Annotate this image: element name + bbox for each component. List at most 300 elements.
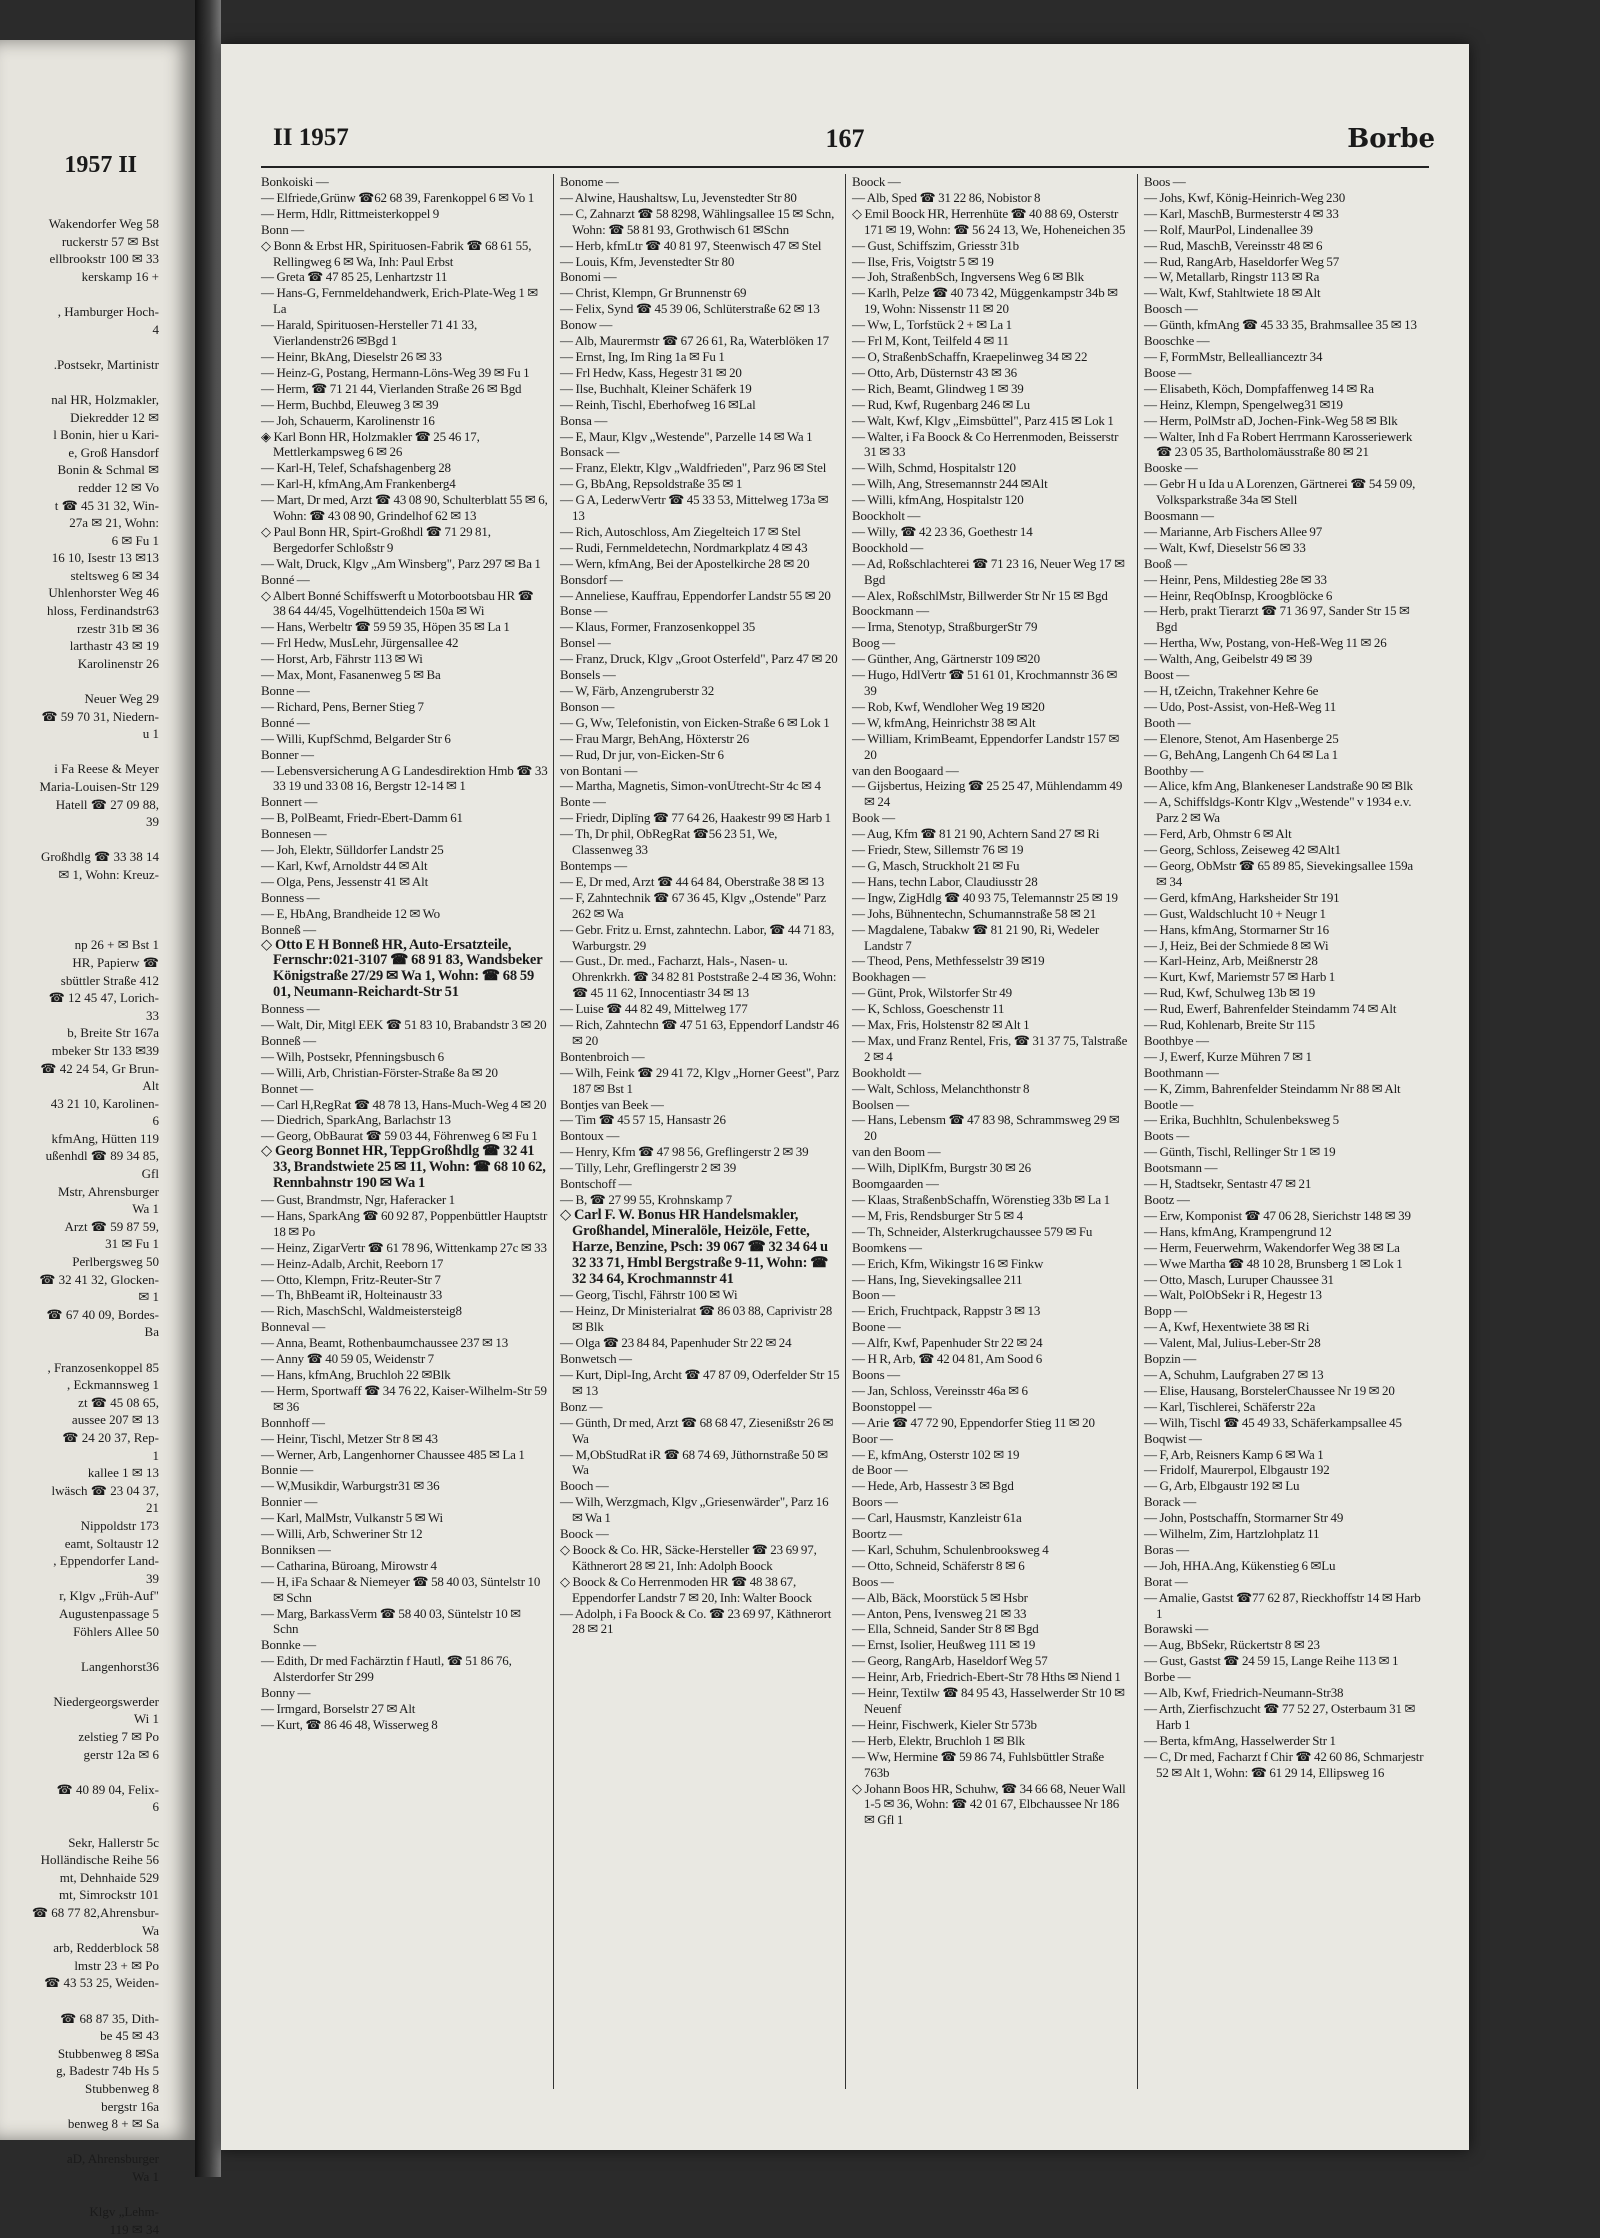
directory-entry: — W, Metallarb, Ringstr 113 ✉ Ra xyxy=(1144,269,1320,285)
previous-page-line: Alt xyxy=(142,1078,159,1094)
directory-entry: — Alwine, Haushaltsw, Lu, Jevenstedter Str 80 xyxy=(560,189,797,205)
surname-heading: Borack — xyxy=(1144,1494,1197,1510)
directory-entry: — Gust, Schiffszim, Griesstr 31b xyxy=(852,237,1020,253)
previous-page-line: 43 21 10, Karolinen- xyxy=(50,1095,159,1111)
surname-heading: Boos — xyxy=(852,1573,894,1589)
directory-entry: — Gust, Brandmstr, Ngr, Haferacker 1 xyxy=(261,1192,455,1207)
previous-page-line: aussee 207 ✉ 13 xyxy=(71,1412,159,1428)
previous-page-line: gerstr 12a ✉ 6 xyxy=(83,1746,159,1762)
directory-entry: — Olga ☎ 23 84 84, Papenhuder Str 22 ✉ 24 xyxy=(560,1335,792,1351)
surname-heading: Borat — xyxy=(1144,1573,1188,1589)
directory-entry: — Alb, Kwf, Friedrich-Neumann-Str38 xyxy=(1144,1685,1344,1701)
surname-heading: Boqwist — xyxy=(1144,1430,1202,1446)
surname-heading: Booschke — xyxy=(1144,333,1210,349)
surname-heading: Bonomi — xyxy=(560,269,617,285)
running-head: Borbe xyxy=(1347,124,1435,154)
directory-entry: — Werner, Arb, Langenhorner Chaussee 485 ✉ La 1 xyxy=(261,1446,525,1462)
directory-entry: — Hede, Arb, Hassestr 3 ✉ Bgd xyxy=(852,1478,1014,1494)
previous-page-line: Wi 1 xyxy=(133,1711,159,1727)
previous-page-line: 1 xyxy=(152,1447,159,1463)
directory-entry: — Max, und Franz Rentel, Fris, ☎ 31 37 75, Talstraße 2 ✉ 4 xyxy=(852,1032,1128,1064)
surname-heading: Bonnie — xyxy=(261,1462,314,1478)
directory-entry: — Walter, i Fa Boock & Co Herrenmoden, Beisserstr 31 ✉ 33 xyxy=(852,428,1119,460)
directory-entry: — Wilh, Postsekr, Pfenningsbusch 6 xyxy=(261,1048,445,1064)
directory-entry: — Walt, Kwf, Stahltwiete 18 ✉ Alt xyxy=(1144,285,1321,301)
directory-entry: — Karl-H, Telef, Schafshagenberg 28 xyxy=(261,460,451,476)
directory-entry: — Ella, Schneid, Sander Str 8 ✉ Bgd xyxy=(852,1621,1039,1637)
previous-page-line: , Franzosenkoppel 85 xyxy=(47,1359,159,1375)
surname-heading: Bonnier — xyxy=(261,1494,318,1510)
previous-page-line: ☎ 42 24 54, Gr Brun- xyxy=(40,1060,159,1076)
directory-entry: — A, Schiffsldgs-Kontr Klgv „Westende" v 1934 e.v. Parz 2 ✉ Wa xyxy=(1144,794,1412,826)
surname-heading: Boothbye — xyxy=(1144,1032,1209,1048)
surname-heading: Bonné — xyxy=(261,571,310,587)
directory-entry: — Willi, Arb, Christian-Förster-Straße 8a ✉ 20 xyxy=(261,1064,498,1080)
directory-entry: — Friedr, Stew, Sillemstr 76 ✉ 19 xyxy=(852,842,1024,858)
previous-page-line: kerskamp 16 + xyxy=(81,268,159,284)
directory-entry: — Gijsbertus, Heizing ☎ 25 25 47, Mühlendamm 49 ✉ 24 xyxy=(852,778,1123,810)
previous-page-line: Nippoldstr 173 xyxy=(80,1517,159,1533)
previous-page-line: ☎ 40 89 04, Felix- xyxy=(56,1781,159,1797)
directory-entry: — Rich, MaschSchl, Waldmeistersteig8 xyxy=(261,1303,462,1319)
previous-page-line: Neuer Weg 29 xyxy=(84,691,159,707)
directory-entry: — Hans, kfmAng, Bruchloh 22 ✉Blk xyxy=(261,1366,451,1382)
directory-entry: — Jan, Schloss, Vereinsstr 46a ✉ 6 xyxy=(852,1382,1028,1398)
previous-page-line: Stubbenweg 8 ✉Sa xyxy=(57,2045,159,2061)
directory-entry: — Willi, KupfSchmd, Belgarder Str 6 xyxy=(261,730,451,746)
directory-entry: — H R, Arb, ☎ 42 04 81, Am Sood 6 xyxy=(852,1351,1043,1367)
surname-heading: Boras — xyxy=(1144,1541,1190,1557)
directory-entry: — Georg, Tischl, Fährstr 100 ✉ Wi xyxy=(560,1287,738,1303)
previous-page-line: steltsweg 6 ✉ 34 xyxy=(70,567,159,583)
directory-entry: — Rud, RangArb, Haseldorfer Weg 57 xyxy=(1144,253,1340,269)
directory-entry: — Alice, kfm Ang, Blankeneser Landstraße 90 ✉ Blk xyxy=(1144,778,1413,794)
previous-page-line xyxy=(0,901,159,919)
directory-entry: — William, KrimBeamt, Eppendorfer Landstr 157 ✉ 20 xyxy=(852,730,1120,762)
surname-heading: Boockholt — xyxy=(852,508,921,524)
directory-entry: — Heinr, Textilw ☎ 84 95 43, Hasselwerder Str 10 ✉ Neuenf xyxy=(852,1685,1125,1716)
surname-heading: Bontschoff — xyxy=(560,1176,632,1192)
directory-entry: — Frl Hedw, MusLehr, Jürgensallee 42 xyxy=(261,635,459,651)
directory-entry: — Marg, BarkassVerm ☎ 58 40 03, Süntelstr 10 ✉ Schn xyxy=(261,1605,521,1637)
previous-page-line: 119 ✉ 34 xyxy=(109,2221,159,2237)
previous-page-text xyxy=(0,215,159,2238)
directory-entry: — Diedrich, SparkAng, Barlachstr 13 xyxy=(261,1112,451,1128)
surname-heading: Bonz — xyxy=(560,1398,603,1414)
directory-entry: — Hans, Ing, Sievekingsallee 211 xyxy=(852,1271,1023,1287)
previous-page-line: , Hamburger Hoch- xyxy=(57,303,159,319)
header-rule xyxy=(261,166,1429,168)
previous-page-line xyxy=(0,831,159,849)
directory-entry: — Herb, kfmLtr ☎ 40 81 97, Steenwisch 47 ✉ Stel xyxy=(560,237,822,253)
surname-heading: Bontenbroich — xyxy=(560,1048,645,1064)
directory-entry: — G, Ww, Telefonistin, von Eicken-Straße 6 ✉ Lok 1 xyxy=(560,714,830,730)
directory-entry: ◇ Georg Bonnet HR, TeppGroßhdlg ☎ 32 41 33, Brandstwiete 25 ✉ 11, Wohn: ☎ 68 10 62, Rennbahnstr 190 ✉ Wa 1 xyxy=(261,1143,546,1192)
directory-entry: — Heinz, ZigarVertr ☎ 61 78 96, Wittenkamp 27c ✉ 33 xyxy=(261,1239,547,1255)
directory-entry: — K, Zimm, Bahrenfelder Steindamm Nr 88 ✉ Alt xyxy=(1144,1080,1401,1096)
directory-entry: — Rud, MaschB, Vereinsstr 48 ✉ 6 xyxy=(1144,237,1323,253)
surname-heading: Bonniksen — xyxy=(261,1541,331,1557)
directory-entry: — Anton, Pens, Ivensweg 21 ✉ 33 xyxy=(852,1605,1027,1621)
directory-entry: — C, Zahnarzt ☎ 58 8298, Wählingsallee 15 ✉ Schn, Wohn: ☎ 58 81 93, Grothwisch 61 ✉Schn xyxy=(560,205,835,237)
directory-entry: — Johs, Bühnentechn, Schumannstraße 58 ✉ 21 xyxy=(852,905,1097,921)
directory-entry: — Hans, SparkAng ☎ 60 92 87, Poppenbüttler Hauptstr 18 ✉ Po xyxy=(261,1207,548,1239)
directory-entry: — Otto, Masch, Luruper Chaussee 31 xyxy=(1144,1271,1334,1287)
previous-page-line: larthastr 43 ✉ 19 xyxy=(69,638,159,654)
directory-entry: — Karl, MalMstr, Vulkanstr 5 ✉ Wi xyxy=(261,1510,443,1526)
directory-entry: — G, Masch, Struckholt 21 ✉ Fu xyxy=(852,857,1020,873)
surname-heading: Bootle — xyxy=(1144,1096,1194,1112)
directory-entry: — Friedr, Diplīng ☎ 77 64 26, Haakestr 99 ✉ Harb 1 xyxy=(560,810,831,826)
previous-page-line: 31 ✉ Fu 1 xyxy=(105,1236,159,1252)
previous-page-line: mt, Simrockstr 101 xyxy=(58,1887,159,1903)
previous-page-line: Ba xyxy=(144,1324,159,1340)
previous-page-line: i Fa Reese & Meyer xyxy=(54,761,159,777)
previous-page-line: ☎ 24 20 37, Rep- xyxy=(62,1429,159,1445)
directory-page xyxy=(221,44,1469,2150)
previous-page-line: ☎ 32 41 32, Glocken- xyxy=(39,1271,159,1287)
previous-page-line: Großhdlg ☎ 33 38 14 xyxy=(40,849,159,865)
directory-entry: — Willy, ☎ 42 23 36, Goethestr 14 xyxy=(852,523,1033,539)
directory-entry: — Anny ☎ 40 59 05, Weidenstr 7 xyxy=(261,1351,435,1367)
directory-entry: — Karl-H, kfmAng,Am Frankenberg4 xyxy=(261,476,456,492)
directory-entry: — Herm, Hdlr, Rittmeisterkoppel 9 xyxy=(261,205,440,221)
directory-entry: — Marianne, Arb Fischers Allee 97 xyxy=(1144,523,1323,539)
directory-entry: — Greta ☎ 47 85 25, Lenhartzstr 11 xyxy=(261,269,448,285)
previous-page-line: Holländische Reihe 56 xyxy=(40,1852,159,1868)
directory-entry: — Ernst, Isolier, Heußweg 111 ✉ 19 xyxy=(852,1637,1036,1653)
directory-entry: — E, HbAng, Brandheide 12 ✉ Wo xyxy=(261,905,441,921)
directory-entry: — G, BbAng, Repsoldstraße 35 ✉ 1 xyxy=(560,476,743,492)
directory-entry: — Rudi, Fernmeldetechn, Nordmarkplatz 4 ✉ 43 xyxy=(560,539,808,555)
directory-entry: — Otto, Schneid, Schäferstr 8 ✉ 6 xyxy=(852,1557,1025,1573)
surname-heading: de Boor — xyxy=(852,1462,908,1478)
previous-page-line: redder 12 ✉ Vo xyxy=(78,479,159,495)
previous-page-line: 21 xyxy=(146,1500,159,1516)
surname-heading: Boog — xyxy=(852,635,896,651)
previous-page-line xyxy=(0,1341,159,1359)
directory-entry: — W, Färb, Anzengruberstr 32 xyxy=(560,683,715,698)
directory-entry: — Martha, Magnetis, Simon-vonUtrecht-Str 4c ✉ 4 xyxy=(560,778,821,794)
previous-page-line: mt, Dehnhaide 529 xyxy=(59,1869,159,1885)
directory-entry: — Wwe Martha ☎ 48 10 28, Brunsberg 1 ✉ Lok 1 xyxy=(1144,1255,1403,1271)
surname-heading: Bopzin — xyxy=(1144,1351,1197,1367)
directory-entry: — Joh, Elektr, Sülldorfer Landstr 25 xyxy=(261,842,444,858)
previous-page-line: 4 xyxy=(152,321,159,337)
directory-entry: — Udo, Post-Assist, von-Heß-Weg 11 xyxy=(1144,698,1337,714)
directory-entry: — Karl, MaschB, Burmesterstr 4 ✉ 33 xyxy=(1144,205,1339,221)
previous-page-line xyxy=(0,1675,159,1693)
directory-entry: — Heinr, Pens, Mildestieg 28e ✉ 33 xyxy=(1144,571,1327,587)
surname-heading: Boockmann — xyxy=(852,603,929,619)
directory-entry: — Henry, Kfm ☎ 47 98 56, Greflingerstr 2 ✉ 39 xyxy=(560,1144,809,1160)
previous-page-line: Arzt ☎ 59 87 59, xyxy=(64,1218,159,1234)
directory-entry: — E, Maur, Klgv „Westende", Parzelle 14 ✉ Wa 1 xyxy=(560,428,813,444)
directory-entry: — Alex, RoßschlMstr, Billwerder Str Nr 15 ✉ Bgd xyxy=(852,587,1108,603)
previous-page-line: ☎ 68 87 35, Dith- xyxy=(60,2010,159,2026)
directory-entry: — Gust., Dr. med., Facharzt, Hals-, Nasen- u. Ohrenkrkh. ☎ 34 82 81 Poststraße 2-4 ✉ 36, Wohn: ☎ 45 11 62, Innocentiastr 34 ✉ 13 xyxy=(560,953,837,1001)
surname-heading: van den Boom — xyxy=(852,1144,941,1160)
directory-entry: — Carl H,RegRat ☎ 48 78 13, Hans-Much-Weg 4 ✉ 20 xyxy=(261,1096,547,1112)
previous-page-header: 1957 II xyxy=(64,152,137,178)
directory-entry: — Herm, PolMstr aD, Jochen-Fink-Weg 58 ✉ Blk xyxy=(1144,412,1398,428)
directory-entry: — A, Schuhm, Laufgraben 27 ✉ 13 xyxy=(1144,1366,1324,1382)
previous-page-line xyxy=(0,1763,159,1781)
directory-entry: — Mart, Dr med, Arzt ☎ 43 08 90, Schulterblatt 55 ✉ 6, Wohn: ☎ 43 08 90, Grindelhof 62 ✉ 13 xyxy=(261,492,548,524)
directory-entry: — Joh, HHA.Ang, Kükenstieg 6 ✉Lu xyxy=(1144,1557,1336,1573)
surname-heading: Booske — xyxy=(1144,460,1198,476)
surname-heading: Boos — xyxy=(1144,174,1186,189)
directory-entry: — Ww, L, Torfstück 2 + ✉ La 1 xyxy=(852,317,1013,333)
previous-page-line: Niedergeorgswerder xyxy=(53,1693,159,1709)
directory-entry: — Alb, Sped ☎ 31 22 86, Nobistor 8 xyxy=(852,189,1041,205)
directory-entry: — Catharina, Büroang, Mirowstr 4 xyxy=(261,1557,437,1573)
directory-entry: — Th, BhBeamt iR, Holteinaustr 33 xyxy=(261,1287,443,1303)
previous-page-line: , Eppendorfer Land- xyxy=(53,1553,159,1569)
directory-entry: — Fridolf, Maurerpol, Elbgaustr 192 xyxy=(1144,1462,1330,1478)
previous-page-line: hloss, Ferdinandstr63 xyxy=(47,603,159,619)
surname-heading: Boomgaarden — xyxy=(852,1176,939,1192)
surname-heading: Bookholdt — xyxy=(852,1064,921,1080)
surname-heading: Bonsdorf — xyxy=(560,571,623,587)
previous-page-line: ☎ 68 77 82,Ahrensbur- xyxy=(31,1905,159,1920)
directory-entry: ◇ Paul Bonn HR, Spirt-Großhdl ☎ 71 29 81, Bergedorfer Schloßstr 9 xyxy=(261,523,491,555)
directory-entry: — Arie ☎ 47 72 90, Eppendorfer Stieg 11 ✉ 20 xyxy=(852,1414,1095,1430)
surname-heading: Boon — xyxy=(852,1287,896,1303)
directory-entry: — Wilh, Werzgmach, Klgv „Griesenwärder", Parz 16 ✉ Wa 1 xyxy=(560,1494,829,1526)
surname-heading: Boor — xyxy=(852,1430,893,1446)
surname-heading: Bonnhoff — xyxy=(261,1414,325,1430)
surname-heading: Bonner — xyxy=(261,746,314,762)
directory-entry: — Gerd, kfmAng, Harksheider Str 191 xyxy=(1144,889,1340,905)
previous-page-line: be 45 ✉ 43 xyxy=(100,2028,159,2044)
page-header xyxy=(251,124,1439,164)
directory-entry: — H, tZeichn, Trakehner Kehre 6e xyxy=(1144,683,1319,698)
previous-page-line: u 1 xyxy=(142,726,159,742)
directory-entry: — Heinr, Tischl, Metzer Str 8 ✉ 43 xyxy=(261,1430,438,1446)
directory-entry: — Karlh, Pelze ☎ 40 73 42, Müggenkampstr 34b ✉ 19, Wohn: Nissenstr 11 ✉ 20 xyxy=(852,285,1118,317)
surname-heading: Bonsels — xyxy=(560,667,616,683)
directory-entry: — Rud, Dr jur, von-Eicken-Str 6 xyxy=(560,746,724,762)
previous-page-line: Wa xyxy=(142,1922,159,1938)
previous-page-line xyxy=(0,743,159,761)
surname-heading: van den Boogaard — xyxy=(852,762,959,778)
directory-entry: — Ernst, Ing, Im Ring 1a ✉ Fu 1 xyxy=(560,348,725,364)
directory-entry: — G A, LederwVertr ☎ 45 33 53, Mittelweg 173a ✉ 13 xyxy=(560,492,829,524)
directory-entry: — Hugo, HdlVertr ☎ 51 61 01, Krochmannstr 36 ✉ 39 xyxy=(852,667,1118,698)
directory-entry: — Walth, Ang, Geibelstr 49 ✉ 39 xyxy=(1144,651,1313,667)
previous-page-line: t ☎ 45 31 32, Win- xyxy=(54,497,159,513)
directory-entry: — Irma, Stenotyp, StraßburgerStr 79 xyxy=(852,619,1038,635)
previous-page-line: Wa 1 xyxy=(132,1201,159,1217)
directory-entry: — Walt, Kwf, Klgv „Eimsbüttel", Parz 415 ✉ Lok 1 xyxy=(852,412,1114,428)
previous-page-line: ☎ 59 70 31, Niedern- xyxy=(41,708,159,724)
previous-page-line: .Postsekr, Martinistr xyxy=(53,356,159,372)
directory-entry: — Elfriede,Grünw ☎62 68 39, Farenkoppel 6 ✉ Vo 1 xyxy=(261,189,535,205)
directory-entry: — Max, Mont, Fasanenweg 5 ✉ Ba xyxy=(261,667,441,683)
surname-heading: Boonstoppel — xyxy=(852,1398,932,1414)
directory-entry: — Karl, Tischlerei, Schäferstr 22a xyxy=(1144,1398,1316,1414)
previous-page-line: r, Klgv „Früh-Auf" xyxy=(59,1588,159,1604)
previous-page-line xyxy=(0,1816,159,1834)
surname-heading: Bonneß — xyxy=(261,1032,316,1048)
directory-entry: ◇ Johann Boos HR, Schuhw, ☎ 34 66 68, Neuer Wall 1-5 ✉ 36, Wohn: ☎ 42 01 67, Elbchaussee Nr 186 ✉ Gfl 1 xyxy=(852,1780,1126,1828)
surname-heading: Booß — xyxy=(1144,555,1188,571)
directory-entry: — F, Arb, Reisners Kamp 6 ✉ Wa 1 xyxy=(1144,1446,1324,1462)
directory-entry: — Ferd, Arb, Ohmstr 6 ✉ Alt xyxy=(1144,826,1292,842)
directory-entry: — Kurt, ☎ 86 46 48, Wisserweg 8 xyxy=(261,1716,438,1732)
directory-entry: — Gebr H u Ida u A Lorenzen, Gärtnerei ☎ 54 59 09, Volksparkstraße 34a ✉ Stell xyxy=(1144,476,1416,508)
surname-heading: Boone — xyxy=(852,1319,901,1335)
directory-entry: — Louis, Kfm, Jevenstedter Str 80 xyxy=(560,253,735,269)
directory-entry: — Kurt, Dipl-Ing, Archt ☎ 47 87 09, Oderfelder Str 15 ✉ 13 xyxy=(560,1366,840,1398)
previous-page-line: ellbrookstr 100 ✉ 33 xyxy=(49,251,159,267)
directory-entry: — Adolph, i Fa Boock & Co. ☎ 23 69 97, Käthnerort 28 ✉ 21 xyxy=(560,1605,832,1637)
directory-entry: — Tim ☎ 45 57 15, Hansastr 26 xyxy=(560,1112,726,1128)
previous-page-line: e, Groß Hansdorf xyxy=(68,444,159,460)
surname-heading: Bonny — xyxy=(261,1685,311,1701)
previous-page-line: benweg 8 + ✉ Sa xyxy=(67,2116,159,2132)
surname-heading: Bonow — xyxy=(560,317,613,333)
previous-page-line: 27a ✉ 21, Wohn: xyxy=(69,515,159,531)
surname-heading: Bonsel — xyxy=(560,635,611,651)
directory-entry: — Aug, BbSekr, Rückertstr 8 ✉ 23 xyxy=(1144,1637,1320,1653)
directory-entry: — Karl, Kwf, Arnoldstr 44 ✉ Alt xyxy=(261,857,428,873)
directory-entry: — Rud, Kwf, Schulweg 13b ✉ 19 xyxy=(1144,985,1316,1001)
directory-entry: — Herm, Feuerwehrm, Wakendorfer Weg 38 ✉ La xyxy=(1144,1239,1400,1255)
directory-entry: — Otto, Klempn, Fritz-Reuter-Str 7 xyxy=(261,1271,441,1287)
directory-entry: — W, kfmAng, Heinrichstr 38 ✉ Alt xyxy=(852,714,1036,730)
directory-entry: — Lebensversicherung A G Landesdirektion Hmb ☎ 33 33 19 und 33 08 16, Bergstr 12-14 ✉ 1 xyxy=(261,762,548,794)
directory-entry: — Hans, kfmAng, Stormarner Str 16 xyxy=(1144,921,1329,937)
previous-page-line xyxy=(0,285,159,303)
volume-year: II 1957 xyxy=(273,124,349,151)
surname-heading: Boons — xyxy=(852,1366,900,1382)
directory-entry: — Berta, kfmAng, Hasselwerder Str 1 xyxy=(1144,1732,1336,1748)
surname-heading: Boors — xyxy=(852,1494,898,1510)
directory-entry: — Erich, Fruchtpack, Rappstr 3 ✉ 13 xyxy=(852,1303,1041,1319)
previous-page-line: sbüttler Straße 412 xyxy=(60,972,159,988)
previous-page-line: Sekr, Hallerstr 5c xyxy=(68,1834,159,1850)
directory-entry: — Wern, kfmAng, Bei der Apostelkirche 28 ✉ 20 xyxy=(560,555,810,571)
previous-page-line: 39 xyxy=(146,814,159,830)
directory-entry: — Elise, Hausang, BorstelerChaussee Nr 19 ✉ 20 xyxy=(1144,1382,1395,1398)
surname-heading: Bonsa — xyxy=(560,412,608,428)
previous-page-line: , Eckmannsweg 1 xyxy=(66,1377,159,1393)
directory-entry: ◇ Bonn & Erbst HR, Spirituosen-Fabrik ☎ 68 61 55, Rellingweg 6 ✉ Wa, Inh: Paul Erbst xyxy=(261,237,532,269)
directory-entry: — Günth, Dr med, Arzt ☎ 68 68 47, Ziesenißstr 26 ✉ Wa xyxy=(560,1414,834,1446)
previous-page-line: Bonin & Schmal ✉ xyxy=(57,462,159,478)
surname-heading: von Bontani — xyxy=(560,762,638,778)
directory-entry: — Heinr, ReqObInsp, Kroogblöcke 6 xyxy=(1144,587,1333,603)
surname-heading: Bonnke — xyxy=(261,1637,316,1653)
directory-entry: ◈ Karl Bonn HR, Holzmakler ☎ 25 46 17, Mettlerkampsweg 6 ✉ 26 xyxy=(261,428,480,460)
previous-page-line: ☎ 43 53 25, Weiden- xyxy=(44,1975,159,1991)
previous-page-line: ☎ 67 40 09, Bordes- xyxy=(46,1306,159,1322)
surname-heading: Borawski — xyxy=(1144,1621,1209,1637)
directory-entry: — Rud, Ewerf, Bahrenfelder Steindamm 74 ✉ Alt xyxy=(1144,1001,1397,1017)
surname-heading: Bonness — xyxy=(261,1001,320,1017)
directory-column-1 xyxy=(261,174,553,2089)
directory-entry: — W,Musikdir, Warburgstr31 ✉ 36 xyxy=(261,1478,440,1494)
previous-page-line: Maria-Louisen-Str 129 xyxy=(39,779,159,794)
directory-entry: — Walt, Dir, Mitgl EEK ☎ 51 83 10, Brabandstr 3 ✉ 20 xyxy=(261,1017,547,1033)
directory-entry: — Alfr, Kwf, Papenhuder Str 22 ✉ 24 xyxy=(852,1335,1043,1351)
surname-heading: Bonneß — xyxy=(261,921,316,937)
previous-page-line: kallee 1 ✉ 13 xyxy=(87,1465,159,1481)
previous-page-line: Gfl xyxy=(141,1166,159,1182)
directory-entry: — Anna, Beamt, Rothenbaumchaussee 237 ✉ 13 xyxy=(261,1335,509,1351)
surname-heading: Bookhagen — xyxy=(852,969,926,985)
previous-page-line: Hatell ☎ 27 09 88, xyxy=(55,796,159,812)
previous-page-line: ußenhdl ☎ 89 34 85, xyxy=(45,1148,159,1164)
directory-entry: ◇ Emil Boock HR, Herrenhüte ☎ 40 88 69, Osterstr 171 ✉ 19, Wohn: ☎ 56 24 13, We, Hoheneichen 35 xyxy=(852,205,1126,237)
surname-heading: Bontoux — xyxy=(560,1128,620,1144)
directory-entry: — Rich, Beamt, Glindweg 1 ✉ 39 xyxy=(852,380,1024,396)
directory-entry: — Willi, Arb, Schweriner Str 12 xyxy=(261,1526,423,1542)
directory-entry: — Horst, Arb, Fährstr 113 ✉ Wi xyxy=(261,651,423,667)
directory-columns xyxy=(261,174,1429,2089)
directory-entry: — Wilh, DiplKfm, Burgstr 30 ✉ 26 xyxy=(852,1160,1032,1176)
directory-column-3 xyxy=(845,174,1137,2089)
previous-page-line xyxy=(0,2133,159,2151)
directory-entry: — Georg, ObMstr ☎ 65 89 85, Sievekingsallee 159a ✉ 34 xyxy=(1144,857,1414,889)
directory-entry: — Hans, Lebensm ☎ 47 83 98, Schrammsweg 29 ✉ 20 xyxy=(852,1112,1120,1144)
surname-heading: Bootz — xyxy=(1144,1192,1190,1207)
surname-heading: Bonness — xyxy=(261,889,320,905)
previous-page-line: eamt, Soltaustr 12 xyxy=(64,1535,159,1551)
book-gutter xyxy=(195,0,221,2177)
directory-entry: ◇ Albert Bonné Schiffswerft u Motorbootsbau HR ☎ 38 64 44/45, Vogelhüttendeich 150a ✉ Wi xyxy=(261,587,534,619)
directory-entry: — Günt, Prok, Wilstorfer Str 49 xyxy=(852,985,1012,1001)
previous-page-line: b, Breite Str 167a xyxy=(67,1025,159,1041)
directory-entry: — Alb, Bäck, Moorstück 5 ✉ Hsbr xyxy=(852,1589,1028,1605)
previous-page-line: Mstr, Ahrensburger xyxy=(57,1183,159,1199)
previous-page-strip xyxy=(0,40,195,2237)
directory-entry: — H, iFa Schaar & Niemeyer ☎ 58 40 03, Süntelstr 10 ✉ Schn xyxy=(261,1573,541,1605)
surname-heading: Boothmann — xyxy=(1144,1064,1219,1080)
directory-entry: — Th, Dr phil, ObRegRat ☎56 23 51, We, Classenweg 33 xyxy=(560,826,778,858)
directory-entry: — Felix, Synd ☎ 45 39 06, Schlüterstraße 62 ✉ 13 xyxy=(560,301,820,317)
directory-entry: — Magdalene, Tabakw ☎ 81 21 90, Ri, Wedeler Landstr 7 xyxy=(852,921,1099,953)
directory-entry: — Carl, Hausmstr, Kanzleistr 61a xyxy=(852,1510,1022,1526)
previous-page-line: Wakendorfer Weg 58 xyxy=(48,216,159,231)
previous-page-line: 6 ✉ Fu 1 xyxy=(111,532,159,548)
directory-entry: — Herm, Sportwaff ☎ 34 76 22, Kaiser-Wilhelm-Str 59 ✉ 36 xyxy=(261,1382,547,1414)
directory-entry: — Gust, Gastst ☎ 24 59 15, Lange Reihe 113 ✉ 1 xyxy=(1144,1653,1399,1669)
directory-entry: — Georg, ObBaurat ☎ 59 03 44, Föhrenweg 6 ✉ Fu 1 xyxy=(261,1128,538,1144)
previous-page-line: kfmAng, Hütten 119 xyxy=(51,1130,159,1146)
previous-page-line: np 26 + ✉ Bst 1 xyxy=(74,937,159,953)
previous-page-line: g, Badestr 74b Hs 5 xyxy=(56,2063,159,2079)
surname-heading: Boothby — xyxy=(1144,762,1204,778)
directory-entry: — Heinz-G, Postang, Hermann-Löns-Weg 39 ✉ Fu 1 xyxy=(261,364,530,380)
surname-heading: Bonkoiski — xyxy=(261,174,329,189)
previous-page-line: l Bonin, hier u Kari- xyxy=(53,427,159,443)
directory-entry: — Erw, Komponist ☎ 47 06 28, Sierichstr 148 ✉ 39 xyxy=(1144,1207,1411,1223)
directory-entry: — Kurt, Kwf, Mariemstr 57 ✉ Harb 1 xyxy=(1144,969,1336,985)
directory-entry: — Willi, kfmAng, Hospitalstr 120 xyxy=(852,492,1024,508)
previous-page-line: Augustenpassage 5 xyxy=(58,1605,159,1621)
directory-entry: — Elisabeth, Köch, Dompfaffenweg 14 ✉ Ra xyxy=(1144,380,1374,396)
directory-entry: — John, Postschaffn, Stormarner Str 49 xyxy=(1144,1510,1344,1526)
directory-entry: — Olga, Pens, Jessenstr 41 ✉ Alt xyxy=(261,873,429,889)
directory-entry: — Walt, Druck, Klgv „Am Winsberg", Parz 297 ✉ Ba 1 xyxy=(261,555,541,571)
previous-page-line: Karolinenstr 26 xyxy=(77,655,159,671)
directory-entry: — Wilh, Tischl ☎ 45 49 33, Schäferkampsallee 45 xyxy=(1144,1414,1402,1430)
surname-heading: Bopp — xyxy=(1144,1303,1188,1319)
surname-heading: Bonneval — xyxy=(261,1319,326,1335)
